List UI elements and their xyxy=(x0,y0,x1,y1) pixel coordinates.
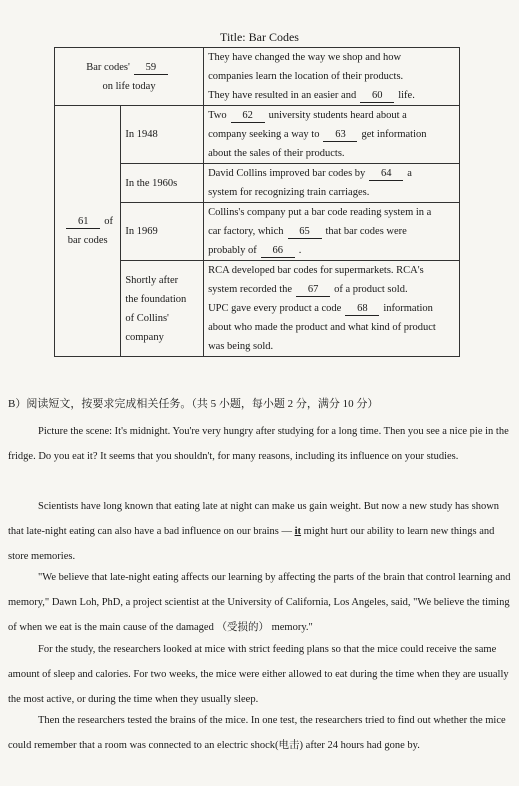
content-1960s: David Collins improved bar codes by 64 a system for recognizing train carriages. xyxy=(204,164,460,203)
blank-62: 62 xyxy=(231,109,265,123)
paragraph-1: Picture the scene: It's midnight. You're very hungry after studying for a long time. Then you see a nice pie in the fridge. Do you eat it? It seems that you shouldn't, for many reasons, including its influence on your studies. xyxy=(8,426,509,462)
paragraph-2: Scientists have long known that eating late at night can make us gain weight. But now a new study has shown that late-night eating can also have a bad influence on our brains — it might hurt our ability to learn new things and store memories. xyxy=(8,501,500,562)
paragraph-3: "We believe that late-night eating affects our learning by affecting the parts of the brain that control learning and memory," Dawn Loh, PhD, a project scientist at the University of California, Los Angeles, said, "We believe the timing of when we eat is the main cause of the damaged （受损的） memory." xyxy=(8,572,511,633)
underlined-it: it xyxy=(294,526,302,537)
table-row xyxy=(55,48,460,106)
year-1948: In 1948 xyxy=(121,106,204,164)
page-title: Title: Bar Codes xyxy=(220,30,299,44)
year-1969: In 1969 xyxy=(121,203,204,261)
blank-60: 60 xyxy=(360,89,394,103)
blank-68: 68 xyxy=(345,302,379,316)
table-row xyxy=(55,106,460,164)
row-group-label: 61 of bar codes xyxy=(55,106,121,357)
year-1960s: In the 1960s xyxy=(121,164,204,203)
year-shortly-after: Shortly after the foundation of Collins' company xyxy=(121,261,204,357)
row1-content: They have changed the way we shop and how companies learn the location of their products. They have resulted in an easier and 60 life. xyxy=(204,48,460,106)
blank-64: 64 xyxy=(369,167,403,181)
paragraph-5: Then the researchers tested the brains of the mice. In one test, the researchers tried to find out whether the mice could remember that a room was connected to an electric shock(电击) after 24 hours had gone by. xyxy=(8,715,506,751)
row1-label: Bar codes' 59 on life today xyxy=(55,48,204,106)
blank-66: 66 xyxy=(261,244,295,258)
content-1948: Two 62 university students heard about a company seeking a way to 63 get information about the sales of their products. xyxy=(204,106,460,164)
bar-codes-table xyxy=(54,47,460,357)
blank-63: 63 xyxy=(323,128,357,142)
section-b-heading: B）阅读短文，按要求完成相关任务。（共 5 小题，每小题 2 分，满分 10 分） xyxy=(8,398,379,410)
blank-59: 59 xyxy=(134,61,168,75)
blank-67: 67 xyxy=(296,283,330,297)
blank-65: 65 xyxy=(288,225,322,239)
content-1969: Collins's company put a bar code reading system in a car factory, which 65 that bar codes were probably of 66 . xyxy=(204,203,460,261)
blank-61: 61 xyxy=(66,215,100,229)
content-shortly-after: RCA developed bar codes for supermarkets. RCA's system recorded the 67 of a product sold. UPC gave every product a code 68 information about who made the product and what kind of product was being sold. xyxy=(204,261,460,357)
paragraph-4: For the study, the researchers looked at mice with strict feeding plans so that the mice could receive the same amount of sleep and calories. For two weeks, the mice were either allowed to eat during the time when they are usually the most active, or during the time when they usually sleep. xyxy=(8,644,509,705)
